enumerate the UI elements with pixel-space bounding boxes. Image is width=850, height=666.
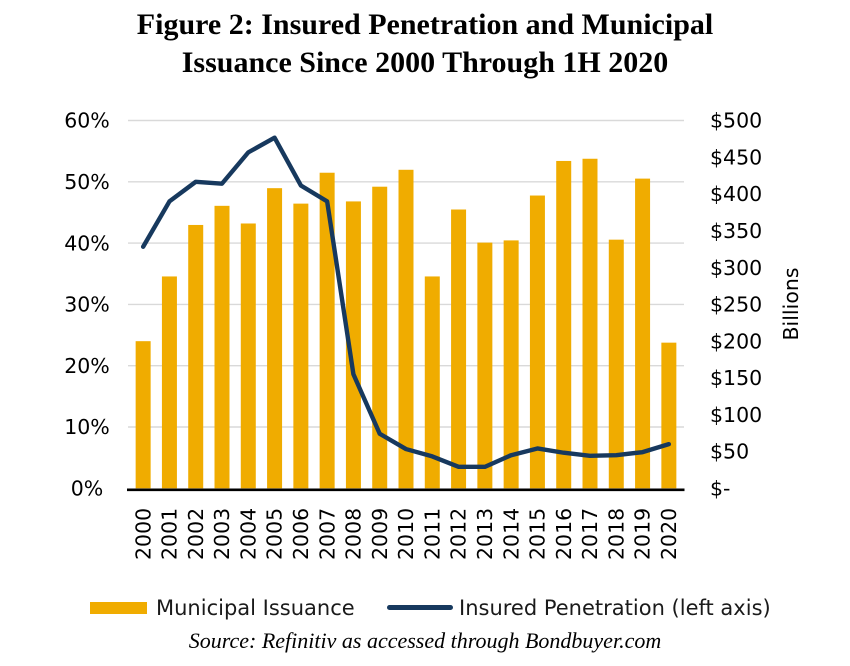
- left-axis-tick: 0%: [70, 476, 104, 501]
- bar-2015: [530, 196, 545, 489]
- right-axis-title: Billions: [779, 267, 804, 341]
- right-axis-tick: $100: [710, 402, 763, 427]
- x-axis-tick: 2000: [131, 507, 156, 560]
- x-axis-tick: 2009: [367, 507, 392, 560]
- x-axis-tick: 2014: [499, 507, 524, 560]
- bar-2010: [399, 170, 414, 489]
- bar-2016: [556, 161, 571, 488]
- x-axis-tick: 2001: [157, 507, 182, 560]
- bar-2007: [320, 173, 335, 489]
- left-axis-tick: 40%: [64, 231, 110, 256]
- right-axis-tick: $200: [710, 329, 763, 354]
- x-axis-tick: 2020: [657, 507, 682, 560]
- right-axis-tick: $150: [710, 366, 763, 391]
- figure-title-line2: Issuance Since 2000 Through 1H 2020: [181, 46, 669, 79]
- bar-2004: [241, 223, 256, 488]
- figure-title-line1: Figure 2: Insured Penetration and Municipal: [136, 8, 714, 41]
- x-axis-tick: 2012: [446, 507, 471, 560]
- right-axis-tick: $450: [710, 145, 763, 170]
- x-axis-tick: 2018: [604, 507, 629, 560]
- x-axis-tick: 2007: [315, 507, 340, 560]
- bar-2012: [451, 210, 466, 489]
- x-axis-tick: 2002: [183, 507, 208, 560]
- right-axis-tick: $300: [710, 255, 763, 280]
- legend-swatch-municipal-issuance: [90, 602, 147, 614]
- x-axis-tick: 2005: [262, 507, 287, 560]
- bar-2013: [477, 243, 492, 489]
- legend-label-municipal-issuance: Municipal Issuance: [156, 596, 355, 620]
- right-axis-tick: $350: [710, 219, 763, 244]
- left-axis-tick: 60%: [64, 108, 110, 133]
- x-axis-tick: 2003: [210, 507, 235, 560]
- x-axis-tick: 2017: [578, 507, 603, 560]
- bar-2000: [136, 341, 151, 488]
- left-axis-tick: 30%: [64, 292, 110, 317]
- right-axis-tick: $-: [710, 476, 731, 501]
- x-axis-tick: 2006: [289, 507, 314, 560]
- bar-2001: [162, 276, 177, 488]
- x-axis-tick: 2013: [473, 507, 498, 560]
- x-axis-tick: 2015: [525, 507, 550, 560]
- right-axis-tick: $500: [710, 108, 763, 133]
- right-axis-tick: $400: [710, 182, 763, 207]
- x-axis-tick: 2016: [551, 507, 576, 560]
- legend-swatch-insured-penetration: [387, 605, 453, 610]
- bar-2005: [267, 188, 282, 488]
- bar-2017: [583, 159, 598, 489]
- bar-2002: [188, 225, 203, 488]
- bar-2020: [661, 343, 676, 489]
- left-axis-tick: 20%: [64, 353, 110, 378]
- left-axis-tick: 50%: [64, 169, 110, 194]
- x-axis-tick: 2011: [420, 507, 445, 560]
- bar-2009: [372, 187, 387, 489]
- bar-2018: [609, 240, 624, 489]
- right-axis-tick: $250: [710, 292, 763, 317]
- bar-2003: [215, 206, 230, 488]
- source-note: Source: Refinitiv as accessed through Bondbuyer.com: [188, 628, 662, 653]
- bar-2019: [635, 179, 650, 489]
- x-axis-tick: 2010: [394, 507, 419, 560]
- x-axis-tick: 2019: [630, 507, 655, 560]
- x-axis-tick: 2004: [236, 507, 261, 560]
- bar-2006: [293, 204, 308, 489]
- bar-2014: [504, 240, 519, 488]
- x-axis-tick: 2008: [341, 507, 366, 560]
- left-axis-tick: 10%: [64, 415, 110, 440]
- legend-label-insured-penetration: Insured Penetration (left axis): [459, 596, 771, 620]
- right-axis-tick: $50: [710, 439, 750, 464]
